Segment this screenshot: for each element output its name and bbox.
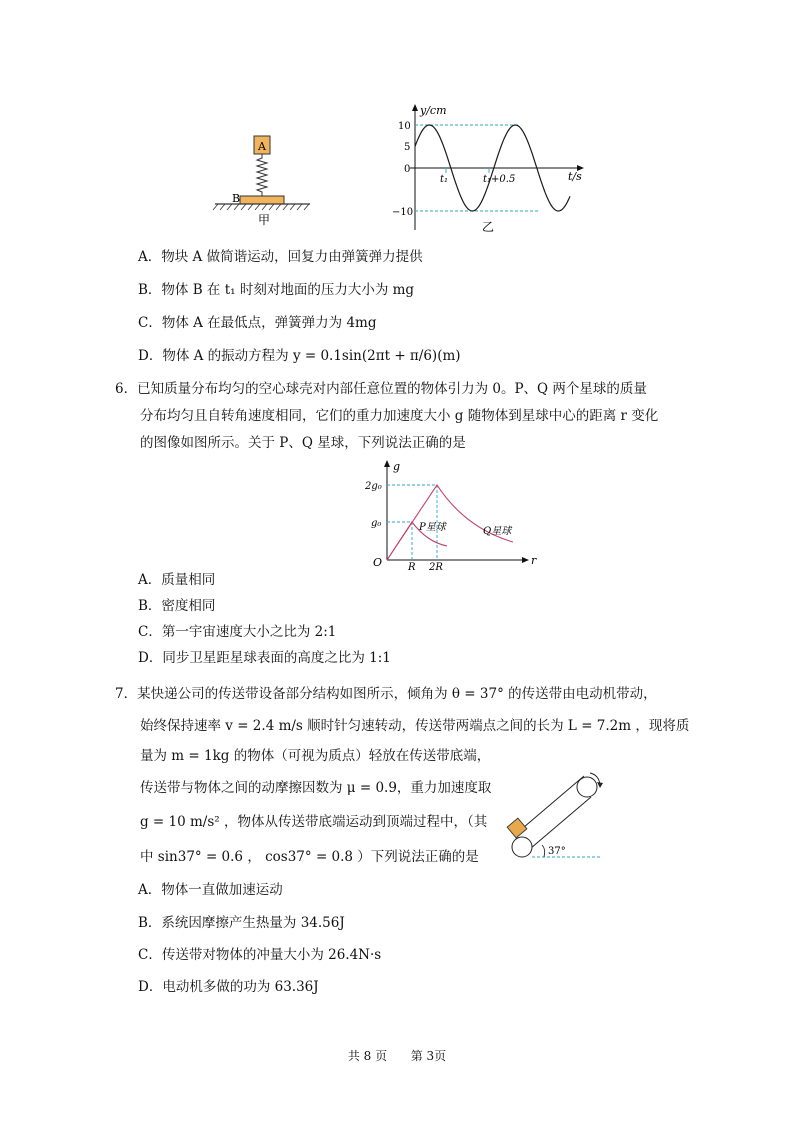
spring-block-figure bbox=[210, 130, 320, 230]
q7-stem-line-5: g = 10 m/s² ，物体从传送带底端运动到顶端过程中，（其 bbox=[140, 814, 488, 830]
q-curve bbox=[387, 485, 513, 560]
q6-stem-line-2: 分布均匀且自转角速度相同，它们的重力加速度大小 g 随物体到星球中心的距离 r 变化 bbox=[140, 408, 659, 424]
q5-option-b: B．物体 B 在 t₁ 时刻对地面的压力大小为 mg bbox=[138, 282, 415, 298]
y-label-g: g bbox=[393, 460, 401, 473]
footer-current-page: 第 3页 bbox=[410, 1049, 447, 1063]
spring bbox=[257, 154, 267, 196]
x-tick-t1-plus: t₁+0.5 bbox=[483, 174, 516, 185]
bottom-pulley bbox=[512, 837, 532, 857]
package-block bbox=[507, 818, 527, 838]
q7-stem-line-2: 始终保持速率 v = 2.4 m/s 顺时针匀速转动，传送带两端点之间的长为 L = 7.2m ，现将质 bbox=[140, 718, 690, 734]
y-tick-2g0: 2g₀ bbox=[365, 481, 382, 492]
footer-total-pages: 共 8 页 bbox=[347, 1049, 388, 1063]
x-tick-2r: 2R bbox=[429, 562, 443, 570]
q7-option-d: D．电动机多做的功为 63.36J bbox=[138, 979, 319, 995]
q7-stem-line-6: 中 sin37° = 0.6 ， cos37° = 0.8 ）下列说法正确的是 bbox=[140, 849, 479, 865]
q7-stem-line-4: 传送带与物体之间的动摩擦因数为 μ = 0.9，重力加速度取 bbox=[140, 780, 492, 796]
q6-option-b: B．密度相同 bbox=[138, 598, 216, 614]
origin-o: O bbox=[373, 556, 383, 569]
q7-option-a: A．物体一直做加速运动 bbox=[138, 882, 283, 898]
q6-stem-line-3: 的图像如图所示。关于 P、Q 星球，下列说法正确的是 bbox=[140, 435, 466, 451]
p-star-label: P星球 bbox=[419, 522, 446, 533]
fig-yi-caption: 乙 bbox=[482, 220, 495, 234]
x-tick-t1: t₁ bbox=[440, 174, 449, 185]
q6-option-c: C．第一宇宙速度大小之比为 2:1 bbox=[138, 624, 337, 640]
plate-b bbox=[240, 196, 284, 204]
x-tick-r: R bbox=[408, 562, 416, 570]
q7-option-c: C．传送带对物体的冲量大小为 26.4N·s bbox=[138, 947, 382, 963]
y-tick-g0: g₀ bbox=[371, 518, 382, 529]
q5-option-c: C．物体 A 在最低点，弹簧弹力为 4mg bbox=[138, 315, 377, 331]
q5-option-a: A．物块 A 做简谐运动，回复力由弹簧弹力提供 bbox=[138, 249, 423, 265]
q6-option-d: D．同步卫星距星球表面的高度之比为 1:1 bbox=[138, 650, 391, 666]
q-star-label: Q星球 bbox=[483, 526, 512, 537]
angle-label: 37° bbox=[548, 846, 566, 857]
q6-stem-line-1: 6．已知质量分布均匀的空心球壳对内部任意位置的物体引力为 0。P、Q 两个星球的质量 bbox=[115, 381, 647, 397]
q5-option-d: D．物体 A 的振动方程为 y = 0.1sin(2πt + π/6)(m) bbox=[138, 348, 461, 364]
block-a-label: A bbox=[258, 140, 266, 153]
q6-option-a: A．质量相同 bbox=[138, 572, 216, 588]
y-tick-0: 0 bbox=[404, 164, 411, 175]
top-pulley bbox=[577, 777, 597, 797]
q7-stem-line-3: 量为 m = 1kg 的物体（可视为质点）轻放在传送带底端， bbox=[140, 748, 491, 764]
gravity-graph bbox=[365, 458, 545, 570]
fig-jia-caption: 甲 bbox=[258, 213, 271, 227]
q7-option-b: B．系统因摩擦产生热量为 34.56J bbox=[138, 915, 345, 931]
y-tick-10: 10 bbox=[398, 121, 411, 132]
page-footer bbox=[0, 1047, 794, 1064]
x-axis-label: t/s bbox=[568, 170, 582, 183]
sine-graph bbox=[390, 100, 590, 235]
q7-stem-line-1: 7．某快递公司的传送带设备部分结构如图所示，倾角为 θ = 37° 的传送带由电动机带动， bbox=[115, 686, 657, 702]
y-tick-minus-10: −10 bbox=[392, 207, 414, 218]
y-axis-label: y/cm bbox=[420, 104, 447, 117]
y-tick-5: 5 bbox=[404, 142, 411, 153]
plate-b-label: B bbox=[232, 192, 241, 205]
conveyor-belt-figure bbox=[500, 755, 610, 867]
x-label-r: r bbox=[531, 554, 537, 567]
